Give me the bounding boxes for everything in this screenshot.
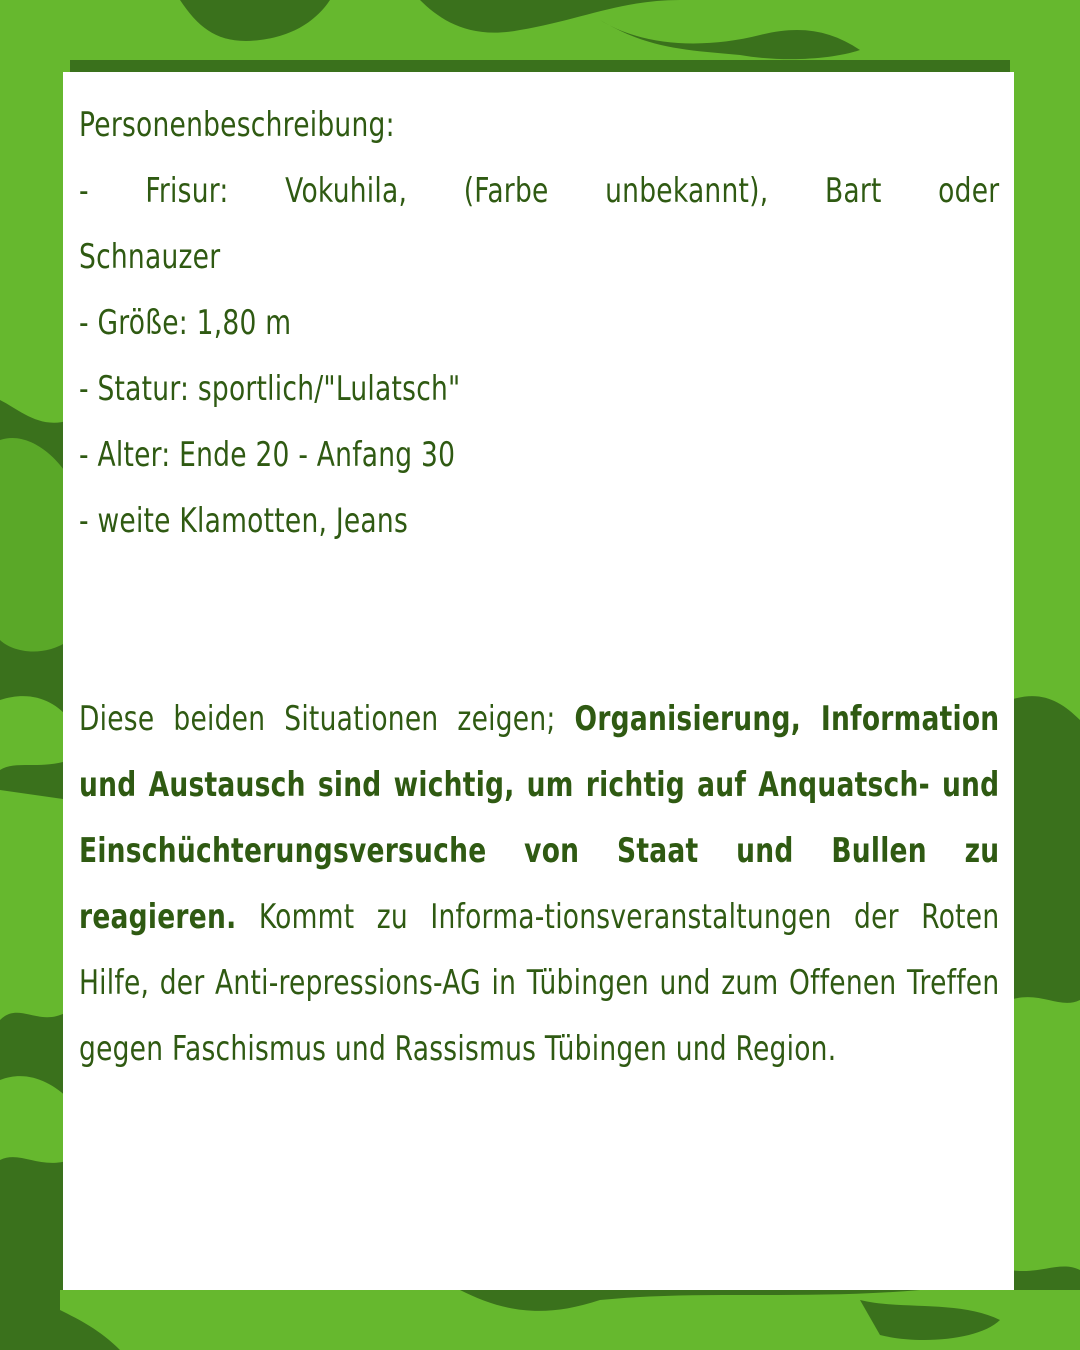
hair-line-1: - Frisur: Vokuhila, (Farbe unbekannt), Bart oder xyxy=(79,171,1000,211)
paragraph-spacer xyxy=(79,554,999,686)
build-line: - Statur: sportlich/"Lulatsch" xyxy=(79,369,461,409)
hair-line-2: Schnauzer xyxy=(79,237,221,277)
card-text xyxy=(79,92,999,1082)
height-line: - Größe: 1,80 m xyxy=(79,303,292,343)
message-paragraph xyxy=(79,686,999,1082)
message-intro: Diese beiden Situationen zeigen; xyxy=(79,699,575,739)
clothes-line: - weite Klamotten, Jeans xyxy=(79,501,409,541)
info-card xyxy=(63,72,1014,1290)
age-line: - Alter: Ende 20 - Anfang 30 xyxy=(79,435,456,475)
message-emphasis: Organisierung, Information und Austausch sind wichtig, um richtig auf Anquatsch- und Einschüchterungsversuche von Staat und Bullen zu reagieren. xyxy=(79,699,1000,937)
description-heading: Personenbeschreibung: xyxy=(79,105,395,145)
message-call-to-action: Kommt zu Informa-tionsveranstaltungen der Roten Hilfe, der Anti-repressions-AG in Tübingen und zum Offenen Treffen gegen Faschismus und Rassismus Tübingen und Region. xyxy=(79,897,1000,1069)
